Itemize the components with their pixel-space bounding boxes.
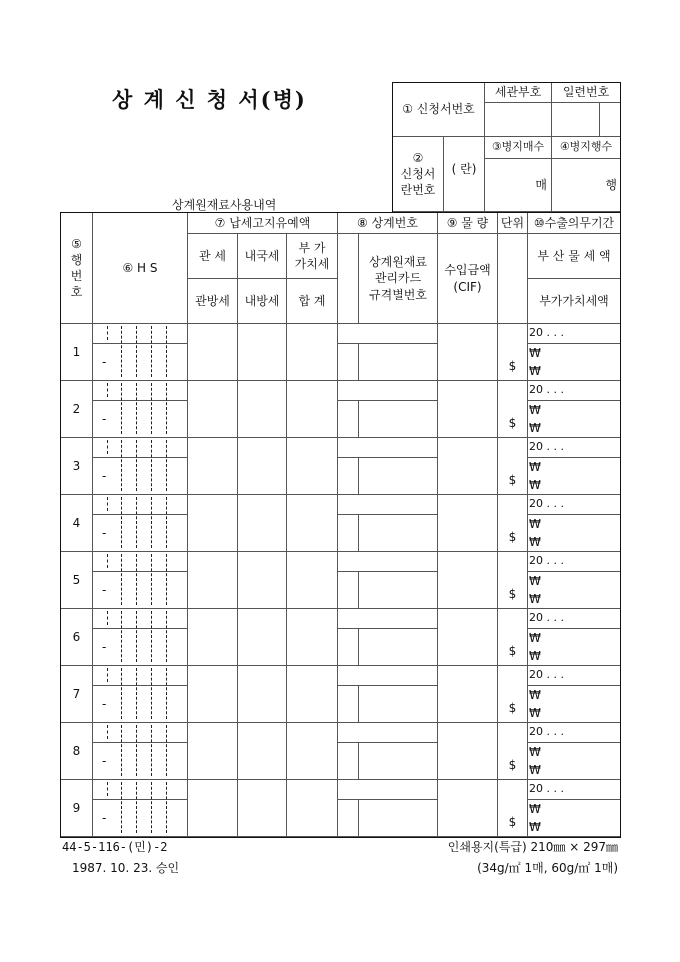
krw-byproduct-amount: ₩ xyxy=(529,744,541,759)
vat-field[interactable] xyxy=(286,665,338,723)
krw-vat-amount: ₩ xyxy=(529,591,541,606)
unit-field[interactable] xyxy=(497,380,528,438)
krw-vat-amount: ₩ xyxy=(529,534,541,549)
unit-field-text: $ xyxy=(508,700,517,715)
row-number-text: 6 xyxy=(72,629,81,644)
unit-field-text: $ xyxy=(508,586,517,601)
domestic-tax-field[interactable] xyxy=(237,665,287,723)
paper-spec: 인쇄용지(특급) 210㎜ × 297㎜ xyxy=(447,840,618,854)
export-deadline-field[interactable] xyxy=(527,437,621,458)
offset-blank-header xyxy=(337,233,359,324)
unit-field[interactable] xyxy=(497,665,528,723)
row-number xyxy=(60,551,93,609)
row-number-header-text: ⑤ 행 번 호 xyxy=(70,236,83,300)
export-deadline-field[interactable] xyxy=(527,380,621,401)
export-period-header xyxy=(527,212,621,234)
hs-header xyxy=(92,212,188,324)
material-card-field[interactable] xyxy=(358,400,438,438)
unit-header xyxy=(497,212,528,234)
hs-digit-divider xyxy=(107,383,108,397)
customs-duty-field[interactable] xyxy=(187,380,238,438)
hs-code-field-text: - xyxy=(102,525,107,540)
tax-amount-field[interactable] xyxy=(527,343,621,381)
offset-number-header xyxy=(337,212,438,234)
customs-duty-field[interactable] xyxy=(187,437,238,495)
hs-code-field-text: - xyxy=(102,411,107,426)
offset-sub-field[interactable] xyxy=(337,343,359,381)
quantity-field[interactable] xyxy=(437,494,498,552)
hs-digit-divider xyxy=(166,326,167,377)
material-card-header-text: 상계원재료 관리카드 규격별번호 xyxy=(369,255,427,302)
hs-digit-divider xyxy=(151,383,152,434)
offset-number-field[interactable] xyxy=(337,323,438,344)
export-deadline-field[interactable] xyxy=(527,494,621,515)
unit-field[interactable] xyxy=(497,494,528,552)
material-card-field[interactable] xyxy=(358,628,438,666)
sheet-count-label xyxy=(484,136,552,159)
export-deadline-field-text: 20 . . . xyxy=(529,611,564,625)
hs-code-field-text: - xyxy=(102,753,107,768)
domestic-tax-field[interactable] xyxy=(237,323,287,381)
offset-number-field[interactable] xyxy=(337,665,438,686)
customs-duty-field[interactable] xyxy=(187,323,238,381)
offset-sub-field[interactable] xyxy=(337,685,359,723)
domestic-tax-field[interactable] xyxy=(237,437,287,495)
hs-digit-divider xyxy=(151,554,152,605)
tax-amount-field[interactable] xyxy=(527,400,621,438)
unit-field[interactable] xyxy=(497,608,528,666)
export-deadline-field[interactable] xyxy=(527,665,621,686)
unit-field-text: $ xyxy=(508,529,517,544)
quantity-field[interactable] xyxy=(437,437,498,495)
hs-digit-divider xyxy=(166,668,167,719)
serial-number-field-2[interactable] xyxy=(599,102,621,137)
hs-code-field-text: - xyxy=(102,639,107,654)
export-deadline-field[interactable] xyxy=(527,323,621,344)
export-deadline-field-text: 20 . . . xyxy=(529,440,564,454)
row-number-text: 8 xyxy=(72,743,81,758)
hs-digit-divider xyxy=(136,497,137,548)
row-number xyxy=(60,665,93,723)
row-number xyxy=(60,722,93,780)
hs-digit-divider xyxy=(107,725,108,739)
export-deadline-field[interactable] xyxy=(527,779,621,800)
krw-vat-amount: ₩ xyxy=(529,420,541,435)
hs-digit-divider xyxy=(136,725,137,776)
customs-duty-header-text: 관 세 xyxy=(199,248,226,263)
export-period-header-text: ⑩수출의무기간 xyxy=(533,215,615,230)
hs-digit-divider xyxy=(151,725,152,776)
customs-duty-field[interactable] xyxy=(187,665,238,723)
material-card-field[interactable] xyxy=(358,799,438,837)
offset-number-field[interactable] xyxy=(337,551,438,572)
hs-digit-divider xyxy=(107,611,108,625)
hs-digit-divider xyxy=(136,782,137,833)
form-title: 상 계 신 청 서(병) xyxy=(112,87,307,112)
export-deadline-field[interactable] xyxy=(527,722,621,743)
domestic-tax-header-text: 내국세 xyxy=(244,248,280,263)
domestic-tax-header xyxy=(237,233,287,279)
vat-amount-header xyxy=(527,278,621,324)
serial-number-label-text: 일련번호 xyxy=(562,85,610,100)
material-card-field[interactable] xyxy=(358,514,438,552)
offset-number-field[interactable] xyxy=(337,380,438,401)
tax-deferral-header-text: ⑦ 납세고지유예액 xyxy=(214,215,311,230)
krw-byproduct-amount: ₩ xyxy=(529,801,541,816)
hs-code-field[interactable] xyxy=(92,799,188,837)
export-deadline-field-text: 20 . . . xyxy=(529,725,564,739)
offset-number-field[interactable] xyxy=(337,779,438,800)
row-count-label-text: ④병지행수 xyxy=(559,140,613,154)
hs-code-field[interactable] xyxy=(92,457,188,495)
hs-digit-divider xyxy=(166,782,167,833)
hs-code-field-text: - xyxy=(102,582,107,597)
unit-field[interactable] xyxy=(497,779,528,837)
krw-vat-amount: ₩ xyxy=(529,819,541,834)
hs-code-field-text: - xyxy=(102,468,107,483)
row-number-text: 1 xyxy=(72,344,81,359)
hs-digit-divider xyxy=(136,668,137,719)
unit-blank-header xyxy=(497,233,528,324)
tax-amount-field[interactable] xyxy=(527,685,621,723)
tax-amount-field[interactable] xyxy=(527,571,621,609)
export-deadline-field-text: 20 . . . xyxy=(529,326,564,340)
hs-digit-divider xyxy=(121,554,122,605)
hs-code-field[interactable] xyxy=(92,400,188,438)
quantity-field[interactable] xyxy=(437,323,498,381)
hs-code-field-text: - xyxy=(102,354,107,369)
hs-digit-divider xyxy=(151,497,152,548)
tax-amount-field[interactable] xyxy=(527,742,621,780)
export-deadline-field[interactable] xyxy=(527,551,621,572)
unit-field[interactable] xyxy=(497,323,528,381)
material-card-field[interactable] xyxy=(358,457,438,495)
row-count-field[interactable] xyxy=(551,158,621,212)
hs-digit-divider xyxy=(151,611,152,662)
hs-code-field[interactable] xyxy=(92,514,188,552)
offset-sub-field[interactable] xyxy=(337,400,359,438)
quantity-field[interactable] xyxy=(437,779,498,837)
export-deadline-field-text: 20 . . . xyxy=(529,497,564,511)
vat-field[interactable] xyxy=(286,323,338,381)
row-number xyxy=(60,608,93,666)
byproduct-tax-header xyxy=(527,233,621,279)
vat-field[interactable] xyxy=(286,551,338,609)
quantity-field[interactable] xyxy=(437,665,498,723)
hs-code-field[interactable] xyxy=(92,343,188,381)
sheet-count-label-text: ③병지매수 xyxy=(491,140,545,154)
krw-vat-amount: ₩ xyxy=(529,648,541,663)
row-number xyxy=(60,494,93,552)
hs-digit-divider xyxy=(107,440,108,454)
hs-digit-divider xyxy=(121,782,122,833)
row-count-field-text: 행 xyxy=(605,177,617,192)
hs-digit-divider xyxy=(121,668,122,719)
customs-code-field[interactable] xyxy=(484,102,552,137)
unit-field[interactable] xyxy=(497,551,528,609)
defense-tax-header-text: 관방세 xyxy=(195,293,230,308)
row-number-text: 5 xyxy=(72,572,81,587)
krw-byproduct-amount: ₩ xyxy=(529,345,541,360)
hs-code-field[interactable] xyxy=(92,628,188,666)
sheet-count-field[interactable] xyxy=(484,158,552,212)
hs-digit-divider xyxy=(166,554,167,605)
application-number-label xyxy=(392,82,485,137)
row-number xyxy=(60,380,93,438)
export-deadline-field-text: 20 . . . xyxy=(529,383,564,397)
row-number-header xyxy=(60,212,93,324)
krw-byproduct-amount: ₩ xyxy=(529,573,541,588)
offset-number-header-text: ⑧ 상계번호 xyxy=(357,215,418,230)
quantity-field[interactable] xyxy=(437,608,498,666)
import-amount-header-text: 수입금액 (CIF) xyxy=(444,263,491,294)
hs-digit-divider xyxy=(151,668,152,719)
krw-byproduct-amount: ₩ xyxy=(529,516,541,531)
hs-digit-divider xyxy=(121,725,122,776)
total-header-text: 합 계 xyxy=(298,293,326,308)
hs-digit-divider xyxy=(136,440,137,491)
material-card-field[interactable] xyxy=(358,685,438,723)
tax-amount-field[interactable] xyxy=(527,514,621,552)
hs-code-field[interactable] xyxy=(92,685,188,723)
row-number xyxy=(60,437,93,495)
hs-header-text: ⑥ H S xyxy=(122,260,158,275)
unit-field[interactable] xyxy=(497,722,528,780)
unit-field-text: $ xyxy=(508,814,517,829)
domestic-defense-tax-header-text: 내방세 xyxy=(244,293,280,308)
tax-amount-field[interactable] xyxy=(527,628,621,666)
offset-number-field[interactable] xyxy=(337,494,438,515)
krw-byproduct-amount: ₩ xyxy=(529,630,541,645)
form-number: 44-5-116-(민)-2 xyxy=(62,840,168,854)
krw-vat-amount: ₩ xyxy=(529,705,541,720)
customs-duty-field[interactable] xyxy=(187,608,238,666)
material-card-field[interactable] xyxy=(358,343,438,381)
hs-digit-divider xyxy=(107,326,108,340)
row-number-text: 3 xyxy=(72,458,81,473)
serial-number-label xyxy=(551,82,621,103)
offset-number-field[interactable] xyxy=(337,437,438,458)
domestic-tax-field[interactable] xyxy=(237,779,287,837)
krw-vat-amount: ₩ xyxy=(529,363,541,378)
vat-field[interactable] xyxy=(286,722,338,780)
domestic-tax-field[interactable] xyxy=(237,722,287,780)
row-number-text: 2 xyxy=(72,401,81,416)
customs-duty-field[interactable] xyxy=(187,494,238,552)
vat-field[interactable] xyxy=(286,380,338,438)
defense-tax-header xyxy=(187,278,238,324)
application-number-label-text: ① 신청서번호 xyxy=(402,102,475,117)
hs-code-field-text: - xyxy=(102,696,107,711)
section-title: 상계원재료사용내역 xyxy=(172,198,277,212)
export-deadline-field-text: 20 . . . xyxy=(529,668,564,682)
row-number xyxy=(60,779,93,837)
quantity-field[interactable] xyxy=(437,380,498,438)
vat-field[interactable] xyxy=(286,779,338,837)
krw-byproduct-amount: ₩ xyxy=(529,687,541,702)
column-number-label xyxy=(392,136,444,212)
customs-code-label-text: 세관부호 xyxy=(494,85,542,100)
offset-sub-field[interactable] xyxy=(337,742,359,780)
row-number-text: 7 xyxy=(72,686,81,701)
export-deadline-field-text: 20 . . . xyxy=(529,782,564,796)
sheet-count-field-text: 매 xyxy=(535,177,547,192)
export-deadline-field[interactable] xyxy=(527,608,621,629)
vat-field[interactable] xyxy=(286,608,338,666)
domestic-defense-tax-header xyxy=(237,278,287,324)
vat-header xyxy=(286,233,338,279)
vat-field[interactable] xyxy=(286,494,338,552)
offset-sub-field[interactable] xyxy=(337,628,359,666)
krw-byproduct-amount: ₩ xyxy=(529,459,541,474)
hs-code-field-text: - xyxy=(102,810,107,825)
customs-code-label xyxy=(484,82,552,103)
column-number-field[interactable] xyxy=(443,136,485,212)
krw-vat-amount: ₩ xyxy=(529,477,541,492)
customs-duty-header xyxy=(187,233,238,279)
byproduct-tax-header-text: 부 산 물 세 액 xyxy=(537,248,611,263)
row-number-text: 9 xyxy=(72,800,81,815)
row-number xyxy=(60,323,93,381)
domestic-tax-field[interactable] xyxy=(237,608,287,666)
unit-field[interactable] xyxy=(497,437,528,495)
hs-digit-divider xyxy=(107,497,108,511)
tax-deferral-header xyxy=(187,212,338,234)
krw-byproduct-amount: ₩ xyxy=(529,402,541,417)
quantity-field[interactable] xyxy=(437,551,498,609)
offset-sub-field[interactable] xyxy=(337,514,359,552)
column-number-label-text: ② 신청서 란번호 xyxy=(400,150,436,198)
hs-digit-divider xyxy=(166,611,167,662)
hs-code-field[interactable] xyxy=(92,742,188,780)
paper-weight: (34g/㎡ 1매, 60g/㎡ 1매) xyxy=(477,861,618,875)
quantity-field[interactable] xyxy=(437,722,498,780)
approval-date: 1987. 10. 23. 승인 xyxy=(72,861,180,875)
unit-header-text: 단위 xyxy=(500,215,525,230)
domestic-tax-field[interactable] xyxy=(237,494,287,552)
offset-sub-field[interactable] xyxy=(337,457,359,495)
customs-duty-field[interactable] xyxy=(187,722,238,780)
tax-amount-field[interactable] xyxy=(527,799,621,837)
vat-field[interactable] xyxy=(286,437,338,495)
serial-number-field[interactable] xyxy=(551,102,600,137)
total-header xyxy=(286,278,338,324)
hs-digit-divider xyxy=(121,440,122,491)
hs-digit-divider xyxy=(166,497,167,548)
offset-number-field[interactable] xyxy=(337,722,438,743)
row-count-label xyxy=(551,136,621,159)
tax-amount-field[interactable] xyxy=(527,457,621,495)
krw-vat-amount: ₩ xyxy=(529,762,541,777)
hs-digit-divider xyxy=(107,782,108,796)
column-number-field-text: ( 란) xyxy=(451,162,477,176)
unit-field-text: $ xyxy=(508,472,517,487)
hs-digit-divider xyxy=(136,554,137,605)
offset-sub-field[interactable] xyxy=(337,571,359,609)
material-card-field[interactable] xyxy=(358,571,438,609)
export-deadline-field-text: 20 . . . xyxy=(529,554,564,568)
import-amount-header xyxy=(437,233,498,324)
offset-sub-field[interactable] xyxy=(337,799,359,837)
customs-duty-field[interactable] xyxy=(187,779,238,837)
unit-field-text: $ xyxy=(508,358,517,373)
offset-number-field[interactable] xyxy=(337,608,438,629)
hs-digit-divider xyxy=(121,326,122,377)
row-number-text: 4 xyxy=(72,515,81,530)
domestic-tax-field[interactable] xyxy=(237,380,287,438)
material-card-field[interactable] xyxy=(358,742,438,780)
hs-code-field[interactable] xyxy=(92,571,188,609)
hs-digit-divider xyxy=(121,383,122,434)
hs-digit-divider xyxy=(121,497,122,548)
hs-digit-divider xyxy=(121,611,122,662)
hs-digit-divider xyxy=(136,326,137,377)
hs-digit-divider xyxy=(136,611,137,662)
unit-field-text: $ xyxy=(508,643,517,658)
unit-field-text: $ xyxy=(508,415,517,430)
vat-header-text: 부 가 가치세 xyxy=(294,240,330,271)
hs-digit-divider xyxy=(166,383,167,434)
vat-amount-header-text: 부가가치세액 xyxy=(539,293,609,308)
hs-digit-divider xyxy=(151,782,152,833)
domestic-tax-field[interactable] xyxy=(237,551,287,609)
hs-digit-divider xyxy=(151,440,152,491)
quantity-header-text: ⑨ 물 량 xyxy=(446,215,489,230)
unit-field-text: $ xyxy=(508,757,517,772)
hs-digit-divider xyxy=(166,725,167,776)
customs-duty-field[interactable] xyxy=(187,551,238,609)
quantity-header xyxy=(437,212,498,234)
material-card-header xyxy=(358,233,438,324)
hs-digit-divider xyxy=(166,440,167,491)
hs-digit-divider xyxy=(151,326,152,377)
hs-digit-divider xyxy=(107,668,108,682)
hs-digit-divider xyxy=(107,554,108,568)
hs-digit-divider xyxy=(136,383,137,434)
